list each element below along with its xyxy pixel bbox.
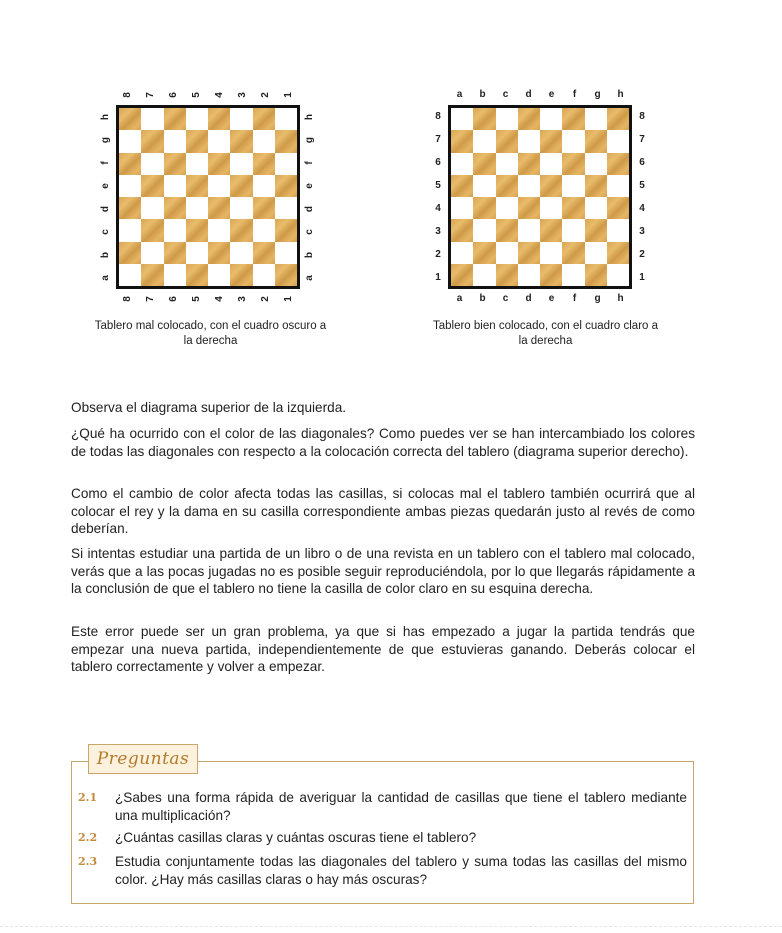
board-coordinate-label: 3 bbox=[639, 225, 645, 237]
question-item bbox=[78, 789, 687, 824]
dark-square bbox=[473, 197, 495, 219]
dark-square bbox=[585, 175, 607, 197]
question-text: ¿Sabes una forma rápida de averiguar la cantidad de casillas que tiene el tablero mediante una multiplicación? bbox=[115, 790, 687, 823]
light-square bbox=[119, 175, 141, 197]
light-square bbox=[496, 242, 518, 264]
dark-square bbox=[208, 153, 230, 175]
board-coordinate-label: h bbox=[617, 293, 624, 304]
dark-square bbox=[562, 197, 584, 219]
dark-square bbox=[473, 108, 495, 130]
light-square bbox=[253, 175, 275, 197]
board-coordinate-label: 7 bbox=[144, 296, 156, 302]
light-square bbox=[253, 219, 275, 241]
light-square bbox=[562, 219, 584, 241]
board-coordinate-label: 8 bbox=[121, 296, 133, 302]
board-coordinate-label: e bbox=[548, 293, 555, 304]
paragraph-1: Observa el diagrama superior de la izquierda. bbox=[71, 400, 347, 415]
board-coordinate-label: 1 bbox=[639, 271, 645, 283]
dark-square bbox=[275, 264, 297, 286]
dark-square bbox=[607, 242, 629, 264]
board-coordinate-label: 1 bbox=[435, 271, 441, 283]
dark-square bbox=[119, 108, 141, 130]
questions-title: Preguntas bbox=[88, 744, 198, 774]
board-coordinate-label: f bbox=[572, 293, 577, 304]
light-square bbox=[540, 108, 562, 130]
light-square bbox=[496, 153, 518, 175]
light-square bbox=[275, 108, 297, 130]
light-square bbox=[141, 242, 163, 264]
board-coordinate-label: 3 bbox=[236, 296, 248, 302]
dark-square bbox=[451, 175, 473, 197]
dark-square bbox=[208, 242, 230, 264]
board-coordinate-label: 4 bbox=[639, 202, 645, 214]
dark-square bbox=[518, 242, 540, 264]
board-coordinate-label: a bbox=[100, 274, 111, 281]
light-square bbox=[208, 264, 230, 286]
light-square bbox=[186, 153, 208, 175]
dark-square bbox=[275, 130, 297, 152]
dark-square bbox=[253, 153, 275, 175]
board-coordinate-label: e bbox=[304, 182, 315, 189]
board-coordinate-label: 2 bbox=[639, 248, 645, 260]
dark-square bbox=[230, 264, 252, 286]
board-coordinate-label: 6 bbox=[435, 156, 441, 168]
dark-square bbox=[164, 197, 186, 219]
dark-square bbox=[230, 219, 252, 241]
light-square bbox=[540, 242, 562, 264]
dark-square bbox=[119, 242, 141, 264]
dark-square bbox=[164, 153, 186, 175]
dark-square bbox=[562, 242, 584, 264]
dark-square bbox=[208, 197, 230, 219]
light-square bbox=[451, 153, 473, 175]
light-square bbox=[607, 175, 629, 197]
light-square bbox=[141, 153, 163, 175]
board-coordinate-label: g bbox=[100, 136, 111, 143]
light-square bbox=[253, 264, 275, 286]
paragraph-2: ¿Qué ha ocurrido con el color de las diagonales? Como puedes ver se han intercambiado los colores de todas las diagonales con respecto a la colocación correcta del tablero (diagrama superior derecho). bbox=[71, 426, 695, 459]
board-coordinate-label: f bbox=[100, 160, 111, 165]
board-coordinate-label: 2 bbox=[435, 248, 441, 260]
board-coordinate-label: 1 bbox=[282, 92, 294, 98]
light-square bbox=[562, 175, 584, 197]
paragraph-5: Este error puede ser un gran problema, ya que si has empezado a jugar la partida tendrás que empezar una nueva partida, independientemente de que estuvieras ganando. Deberás colocar el tablero correctamente y volver a empezar. bbox=[71, 624, 695, 675]
paragraph-4: Si intentas estudiar una partida de un libro o de una revista en un tablero con el tablero mal colocado, verás que a las pocas jugadas no es posible seguir reproduciéndola, por lo que llegarás rápidamente a la conclusión de que el tablero no tiene la casilla de color claro en su esquina derecha. bbox=[71, 546, 695, 597]
board-coordinate-label: 4 bbox=[435, 202, 441, 214]
question-item bbox=[78, 853, 687, 888]
dark-square bbox=[230, 130, 252, 152]
dark-square bbox=[253, 108, 275, 130]
board-coordinate-label: d bbox=[100, 205, 111, 212]
board-coordinate-label: h bbox=[617, 89, 624, 100]
light-square bbox=[473, 264, 495, 286]
dark-square bbox=[585, 219, 607, 241]
light-square bbox=[585, 197, 607, 219]
board-coordinate-label: 2 bbox=[259, 92, 271, 98]
board-coordinate-label: c bbox=[100, 228, 111, 235]
light-square bbox=[141, 108, 163, 130]
light-square bbox=[275, 242, 297, 264]
light-square bbox=[540, 153, 562, 175]
board-coordinate-label: 8 bbox=[121, 92, 133, 98]
dark-square bbox=[518, 197, 540, 219]
question-number: 2.3 bbox=[78, 855, 98, 868]
light-square bbox=[473, 175, 495, 197]
light-square bbox=[496, 108, 518, 130]
light-square bbox=[164, 130, 186, 152]
board-coordinate-label: e bbox=[100, 182, 111, 189]
board-coordinate-label: d bbox=[304, 205, 315, 212]
dark-square bbox=[451, 130, 473, 152]
dark-square bbox=[275, 219, 297, 241]
right-chessboard bbox=[448, 105, 632, 289]
dark-square bbox=[164, 242, 186, 264]
board-coordinate-label: a bbox=[304, 274, 315, 281]
light-square bbox=[607, 130, 629, 152]
board-coordinate-label: e bbox=[548, 89, 555, 100]
board-coordinate-label: c bbox=[502, 89, 509, 100]
light-square bbox=[518, 175, 540, 197]
board-coordinate-label: 5 bbox=[639, 179, 645, 191]
light-square bbox=[208, 130, 230, 152]
board-coordinate-label: f bbox=[572, 89, 577, 100]
dark-square bbox=[607, 108, 629, 130]
dark-square bbox=[585, 264, 607, 286]
light-square bbox=[119, 130, 141, 152]
dark-square bbox=[518, 153, 540, 175]
light-square bbox=[585, 242, 607, 264]
light-square bbox=[230, 153, 252, 175]
board-coordinate-label: f bbox=[304, 160, 315, 165]
dark-square bbox=[119, 153, 141, 175]
light-square bbox=[585, 153, 607, 175]
dark-square bbox=[607, 153, 629, 175]
dark-square bbox=[496, 175, 518, 197]
light-square bbox=[164, 175, 186, 197]
dark-square bbox=[540, 219, 562, 241]
dark-square bbox=[562, 108, 584, 130]
dark-square bbox=[186, 175, 208, 197]
board-coordinate-label: 6 bbox=[639, 156, 645, 168]
board-coordinate-label: b bbox=[479, 89, 486, 100]
question-number: 2.1 bbox=[78, 791, 98, 804]
board-coordinate-label: 5 bbox=[190, 92, 202, 98]
board-coordinate-label: h bbox=[304, 113, 315, 120]
dark-square bbox=[496, 219, 518, 241]
light-square bbox=[275, 197, 297, 219]
light-square bbox=[141, 197, 163, 219]
dark-square bbox=[186, 264, 208, 286]
dark-square bbox=[230, 175, 252, 197]
left-board-caption: Tablero mal colocado, con el cuadro oscuro a la derecha bbox=[94, 320, 327, 347]
light-square bbox=[275, 153, 297, 175]
dark-square bbox=[208, 108, 230, 130]
board-coordinate-label: b bbox=[479, 293, 486, 304]
board-coordinate-label: b bbox=[100, 251, 111, 258]
board-coordinate-label: g bbox=[304, 136, 315, 143]
right-board-caption: Tablero bien colocado, con el cuadro claro a la derecha bbox=[432, 320, 659, 347]
dark-square bbox=[451, 264, 473, 286]
board-coordinate-label: 4 bbox=[213, 296, 225, 302]
board-coordinate-label: a bbox=[456, 89, 463, 100]
light-square bbox=[473, 130, 495, 152]
light-square bbox=[518, 130, 540, 152]
board-coordinate-label: 5 bbox=[435, 179, 441, 191]
light-square bbox=[253, 130, 275, 152]
question-text: Estudia conjuntamente todas las diagonales del tablero y suma todas las casillas del mismo color. ¿Hay más casillas claras o hay más oscuras? bbox=[115, 854, 687, 887]
dark-square bbox=[540, 130, 562, 152]
light-square bbox=[230, 197, 252, 219]
light-square bbox=[119, 264, 141, 286]
board-coordinate-label: h bbox=[100, 113, 111, 120]
question-text: ¿Cuántas casillas claras y cuántas oscuras tiene el tablero? bbox=[115, 830, 477, 845]
light-square bbox=[230, 242, 252, 264]
light-square bbox=[186, 197, 208, 219]
board-coordinate-label: 2 bbox=[259, 296, 271, 302]
page-bottom-rule bbox=[0, 926, 782, 927]
question-number: 2.2 bbox=[78, 831, 98, 844]
dark-square bbox=[275, 175, 297, 197]
board-coordinate-label: 6 bbox=[167, 92, 179, 98]
left-chessboard bbox=[116, 105, 300, 289]
board-coordinate-label: 7 bbox=[144, 92, 156, 98]
dark-square bbox=[253, 197, 275, 219]
board-coordinate-label: 1 bbox=[282, 296, 294, 302]
light-square bbox=[164, 219, 186, 241]
board-coordinate-label: b bbox=[304, 251, 315, 258]
board-coordinate-label: 6 bbox=[167, 296, 179, 302]
light-square bbox=[518, 219, 540, 241]
dark-square bbox=[562, 153, 584, 175]
dark-square bbox=[141, 264, 163, 286]
dark-square bbox=[518, 108, 540, 130]
light-square bbox=[451, 242, 473, 264]
light-square bbox=[496, 197, 518, 219]
dark-square bbox=[496, 264, 518, 286]
question-item bbox=[78, 829, 687, 847]
dark-square bbox=[540, 264, 562, 286]
dark-square bbox=[607, 197, 629, 219]
board-coordinate-label: 3 bbox=[435, 225, 441, 237]
light-square bbox=[230, 108, 252, 130]
board-coordinate-label: g bbox=[594, 293, 601, 304]
light-square bbox=[208, 219, 230, 241]
dark-square bbox=[540, 175, 562, 197]
dark-square bbox=[451, 219, 473, 241]
light-square bbox=[164, 264, 186, 286]
light-square bbox=[585, 108, 607, 130]
paragraph-3: Como el cambio de color afecta todas las casillas, si colocas mal el tablero también ocurrirá que al colocar el rey y la dama en su casilla correspondiente ambas piezas quedarán justo al revés de como deberían. bbox=[71, 486, 695, 537]
dark-square bbox=[473, 153, 495, 175]
light-square bbox=[208, 175, 230, 197]
board-coordinate-label: c bbox=[502, 293, 509, 304]
light-square bbox=[451, 197, 473, 219]
board-coordinate-label: 4 bbox=[213, 92, 225, 98]
board-coordinate-label: 3 bbox=[236, 92, 248, 98]
light-square bbox=[607, 264, 629, 286]
light-square bbox=[473, 219, 495, 241]
dark-square bbox=[164, 108, 186, 130]
board-coordinate-label: d bbox=[525, 293, 532, 304]
dark-square bbox=[253, 242, 275, 264]
board-coordinate-label: d bbox=[525, 89, 532, 100]
board-coordinate-label: c bbox=[304, 228, 315, 235]
dark-square bbox=[473, 242, 495, 264]
light-square bbox=[186, 242, 208, 264]
dark-square bbox=[119, 197, 141, 219]
light-square bbox=[186, 108, 208, 130]
light-square bbox=[562, 130, 584, 152]
dark-square bbox=[186, 130, 208, 152]
light-square bbox=[451, 108, 473, 130]
dark-square bbox=[141, 130, 163, 152]
dark-square bbox=[496, 130, 518, 152]
light-square bbox=[119, 219, 141, 241]
board-coordinate-label: 8 bbox=[435, 110, 441, 122]
board-coordinate-label: 7 bbox=[435, 133, 441, 145]
light-square bbox=[518, 264, 540, 286]
board-coordinate-label: a bbox=[456, 293, 463, 304]
dark-square bbox=[141, 175, 163, 197]
dark-square bbox=[585, 130, 607, 152]
board-coordinate-label: 8 bbox=[639, 110, 645, 122]
light-square bbox=[607, 219, 629, 241]
light-square bbox=[540, 197, 562, 219]
board-coordinate-label: g bbox=[594, 89, 601, 100]
dark-square bbox=[186, 219, 208, 241]
board-coordinate-label: 5 bbox=[190, 296, 202, 302]
dark-square bbox=[141, 219, 163, 241]
board-coordinate-label: 7 bbox=[639, 133, 645, 145]
light-square bbox=[562, 264, 584, 286]
